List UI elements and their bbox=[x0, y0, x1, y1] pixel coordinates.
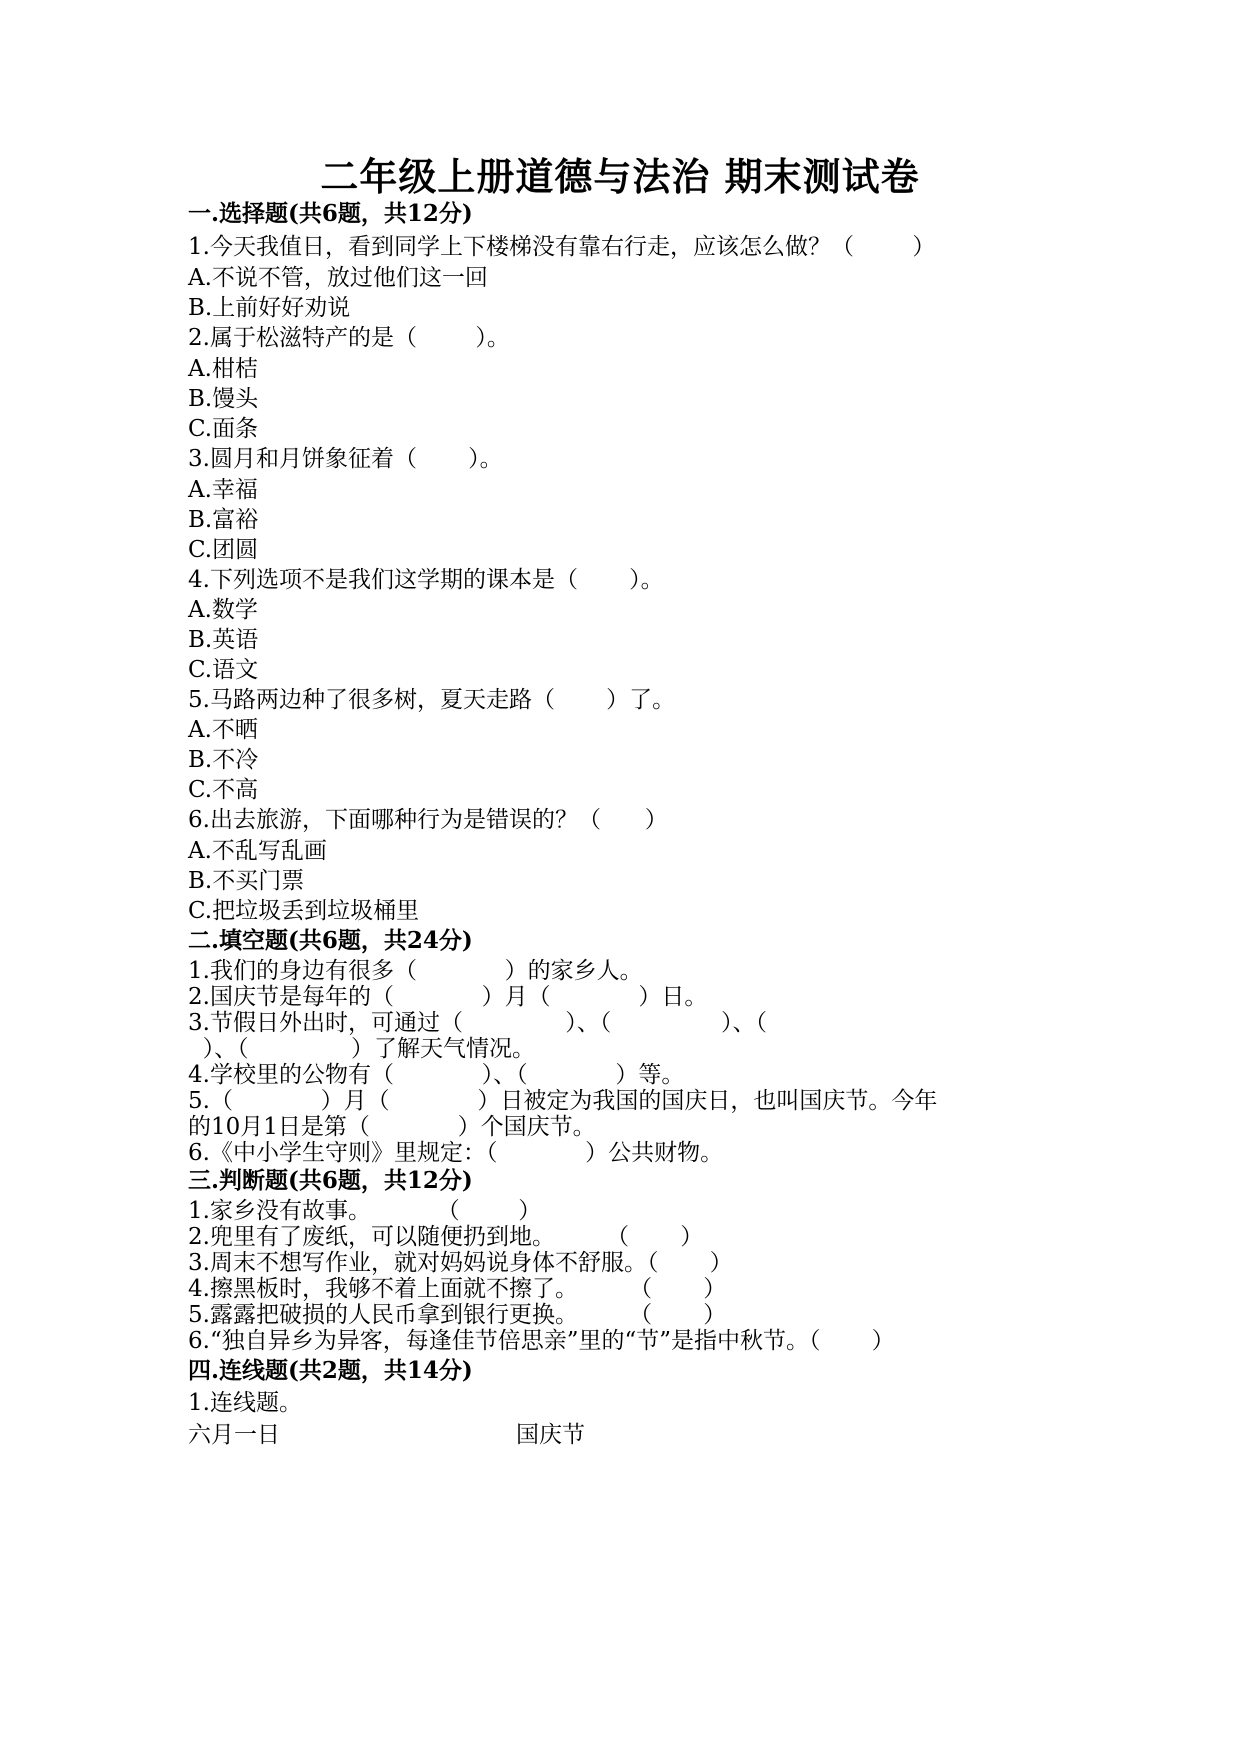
matching-left-item: 六月一日 bbox=[188, 1422, 280, 1448]
option: A.不说不管，放过他们这一回 bbox=[188, 265, 488, 291]
question-text: 3.节假日外出时，可通过（ ）、（ ）、（ bbox=[188, 1010, 767, 1036]
option: B.不买门票 bbox=[188, 868, 305, 894]
question-text: 1.家乡没有故事。 （ ） bbox=[188, 1198, 542, 1224]
question-text: 4.学校里的公物有（ ）、（ ）等。 bbox=[188, 1062, 685, 1088]
section-heading-fill: 二.填空题(共6题，共24分) bbox=[188, 927, 473, 954]
matching-right-item: 国庆节 bbox=[516, 1422, 585, 1448]
option: B.富裕 bbox=[188, 507, 259, 533]
option: A.幸福 bbox=[188, 477, 258, 503]
question-text: 5.（ ）月（ ）日被定为我国的国庆日，也叫国庆节。今年 bbox=[188, 1088, 938, 1114]
question-text: 6.出去旅游，下面哪种行为是错误的？（ ） bbox=[188, 807, 668, 833]
option: B.英语 bbox=[188, 627, 259, 653]
question-text: ）、（ ）了解天气情况。 bbox=[188, 1036, 535, 1062]
question-text: 3.圆月和月饼象征着（ ）。 bbox=[188, 446, 503, 472]
question-text: 5.露露把破损的人民币拿到银行更换。 （ ） bbox=[188, 1302, 727, 1328]
question-text: 6.“独自异乡为异客，每逢佳节倍思亲”里的“节”是指中秋节。（ ） bbox=[188, 1328, 895, 1354]
question-text: 2.属于松滋特产的是（ ）。 bbox=[188, 325, 510, 351]
section-heading-matching: 四.连线题(共2题，共14分) bbox=[188, 1357, 473, 1384]
option: C.不高 bbox=[188, 777, 259, 803]
section-heading-judge: 三.判断题(共6题，共12分) bbox=[188, 1167, 473, 1194]
question-text: 的10月1日是第（ ）个国庆节。 bbox=[188, 1114, 596, 1140]
question-text: 4.擦黑板时，我够不着上面就不擦了。 （ ） bbox=[188, 1276, 727, 1302]
option: C.语文 bbox=[188, 657, 259, 683]
page-title: 二年级上册道德与法治 期末测试卷 bbox=[320, 154, 920, 199]
question-text: 1.今天我值日，看到同学上下楼梯没有靠右行走，应该怎么做？（ ） bbox=[188, 234, 936, 260]
option: C.面条 bbox=[188, 416, 259, 442]
question-text: 6.《中小学生守则》里规定：（ ）公共财物。 bbox=[188, 1140, 724, 1166]
question-text: 2.兜里有了废纸，可以随便扔到地。 （ ） bbox=[188, 1224, 704, 1250]
option: A.数学 bbox=[188, 597, 258, 623]
question-text: 5.马路两边种了很多树，夏天走路（ ）了。 bbox=[188, 687, 676, 713]
option: B.不冷 bbox=[188, 747, 259, 773]
option: A.不晒 bbox=[188, 717, 258, 743]
question-text: 4.下列选项不是我们这学期的课本是（ ）。 bbox=[188, 567, 664, 593]
question-text: 1.连线题。 bbox=[188, 1390, 302, 1416]
option: B.馒头 bbox=[188, 386, 259, 412]
option: A.不乱写乱画 bbox=[188, 838, 327, 864]
question-text: 2.国庆节是每年的（ ）月（ ）日。 bbox=[188, 984, 708, 1010]
question-text: 1.我们的身边有很多（ ）的家乡人。 bbox=[188, 958, 643, 984]
option: A.柑桔 bbox=[188, 356, 258, 382]
option: B.上前好好劝说 bbox=[188, 295, 351, 321]
option: C.团圆 bbox=[188, 537, 259, 563]
question-text: 3.周末不想写作业，就对妈妈说身体不舒服。（ ） bbox=[188, 1250, 733, 1276]
option: C.把垃圾丢到垃圾桶里 bbox=[188, 898, 420, 924]
section-heading-choice: 一.选择题(共6题，共12分) bbox=[188, 200, 473, 227]
